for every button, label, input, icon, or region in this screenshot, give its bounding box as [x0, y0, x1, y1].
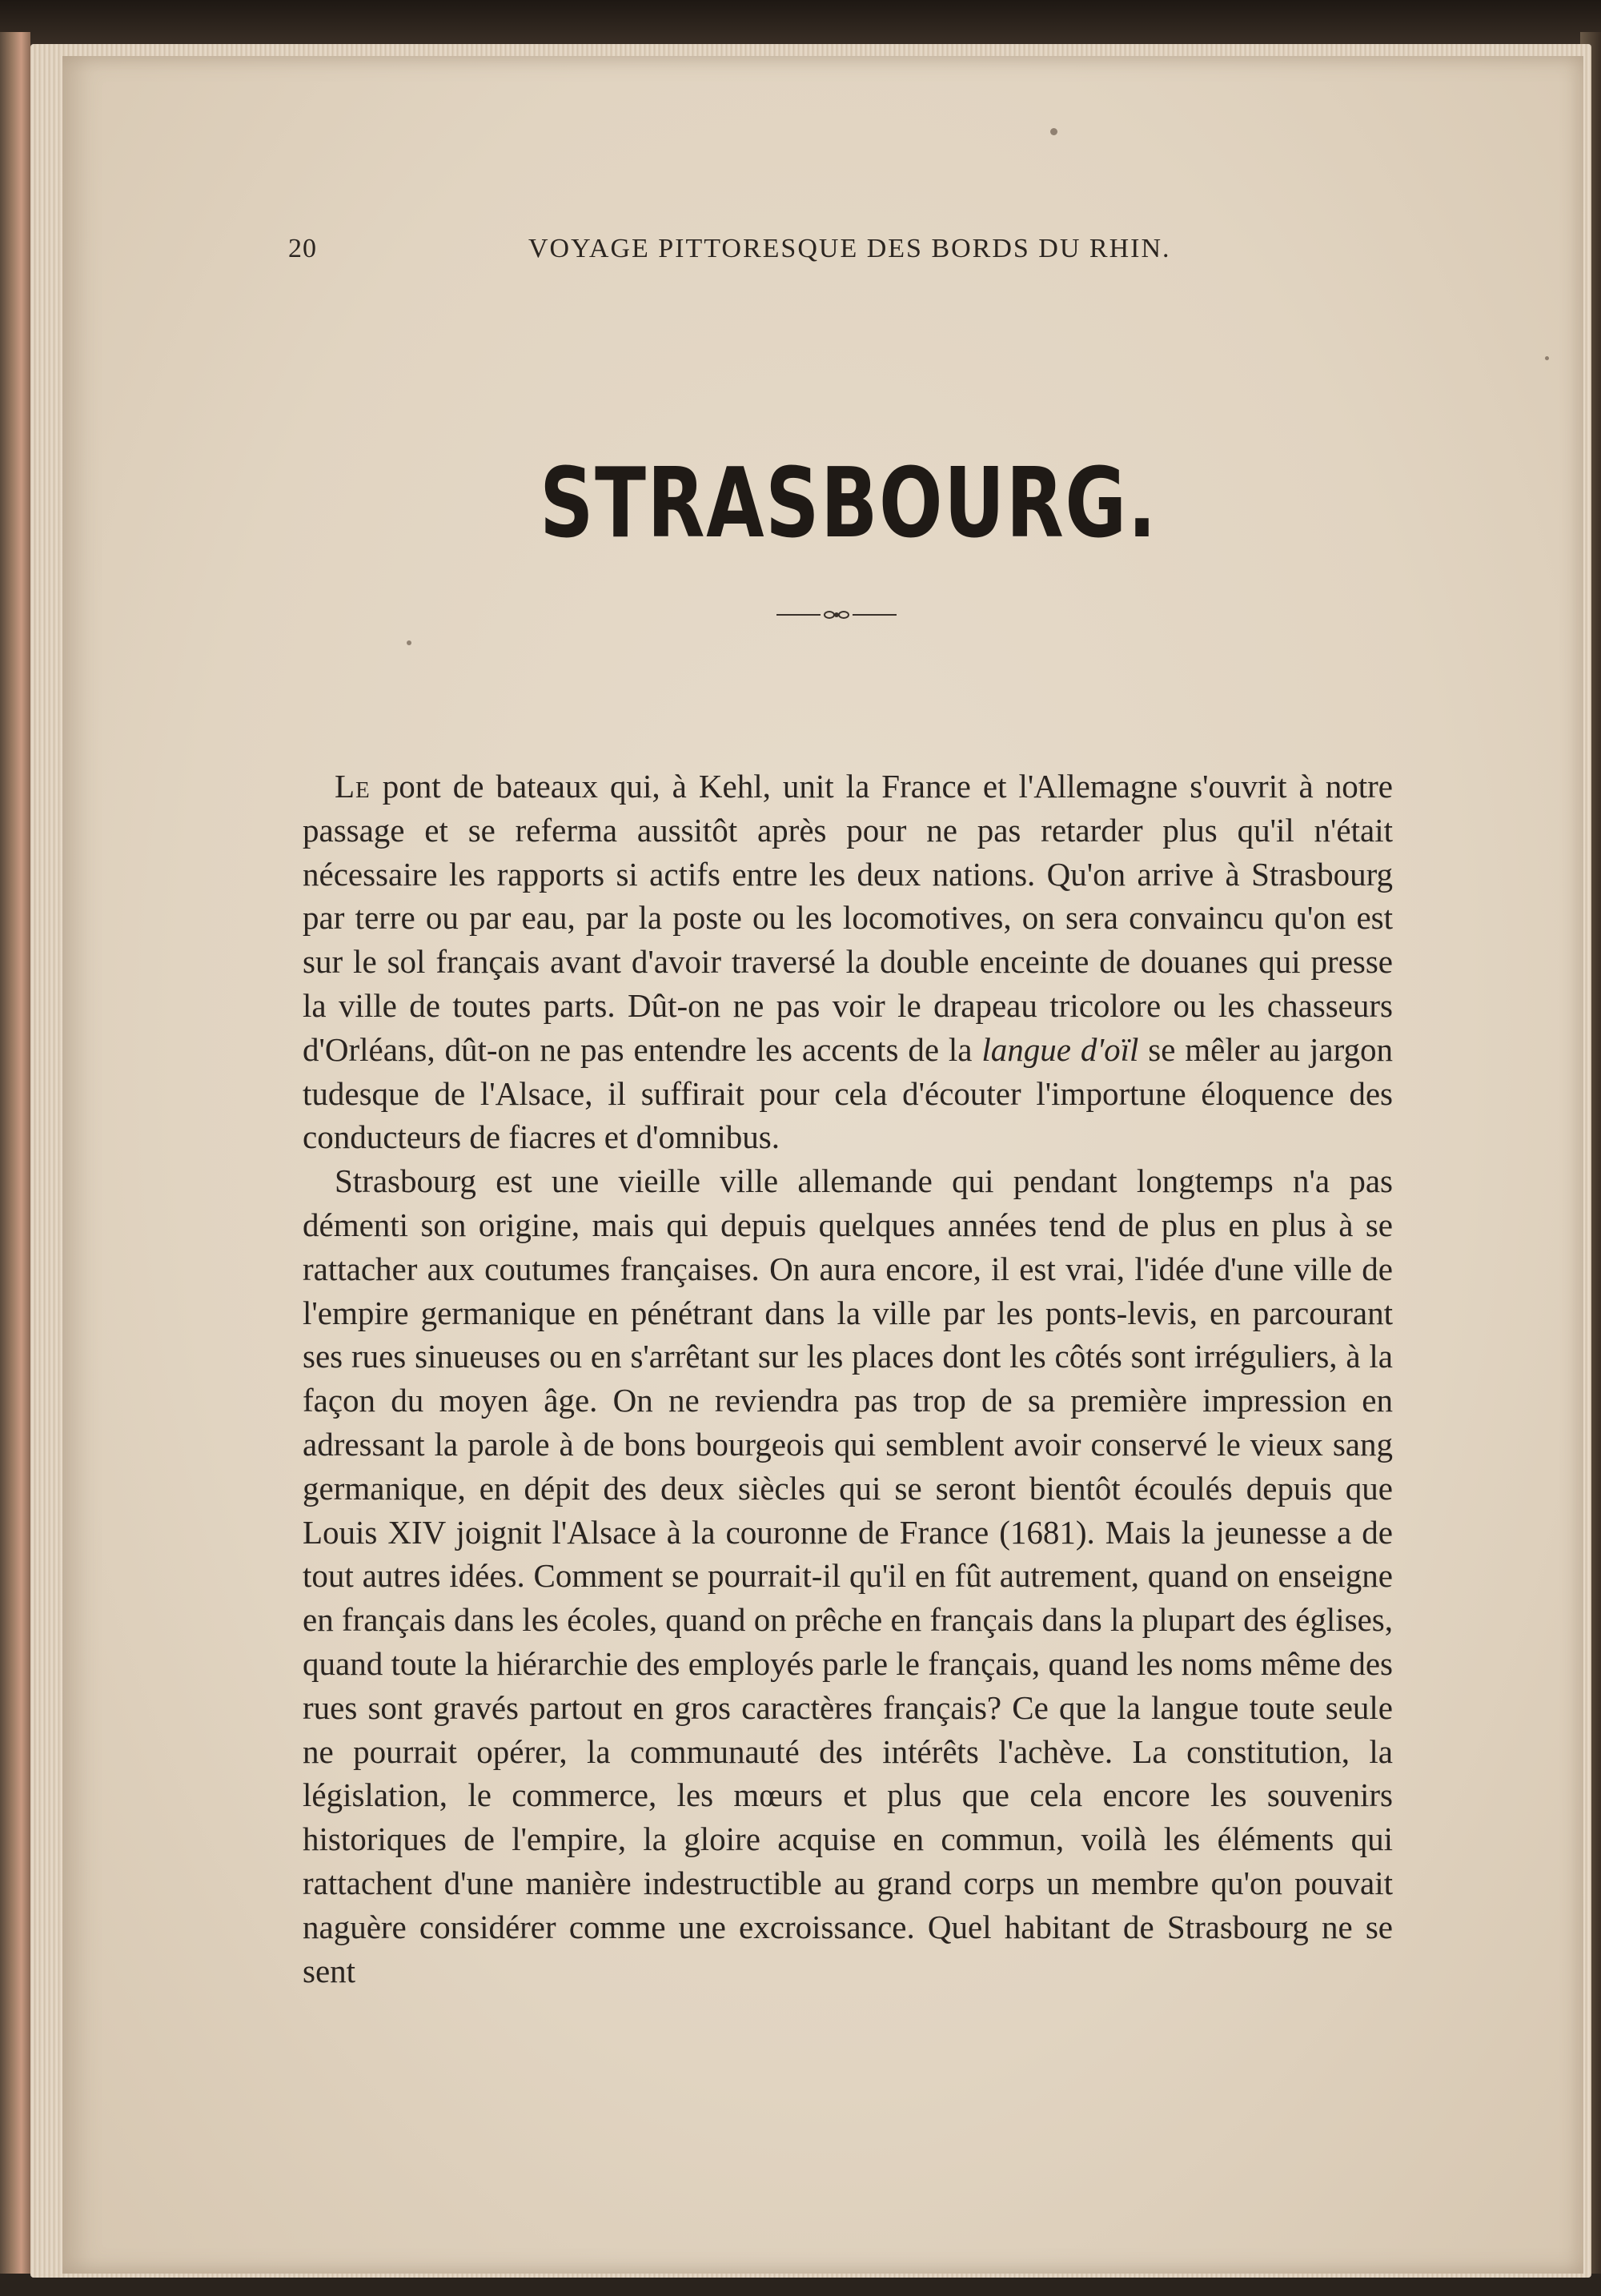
italic-phrase: langue d'oïl [981, 1030, 1139, 1068]
book-cover-top [0, 0, 1601, 48]
lead-word: Le [335, 768, 371, 805]
running-head [288, 234, 1393, 274]
paragraph: Strasbourg est une vieille ville allemande qui pendant longtemps n'a pas démenti son origine, mais qui depuis quelques années tend de plus en plus à se rattacher aux coutumes françaises. On aura encore, il est vrai, l'idée d'une ville de l'empire germanique en pénétrant dans la ville par les ponts-levis, en parcourant ses rues sinueuses ou en s'arrêtant sur les places dont les côtés sont irréguliers, à la façon du moyen âge. On ne reviendra pas trop de sa première impression en adressant la parole à de bons bourgeois qui semblent avoir conservé le vieux sang germanique, en dépit des deux siècles qui se seront bientôt écoulés depuis que Louis XIV joignit l'Alsace à la couronne de France (1681). Mais la jeunesse a de tout autres idées. Comment se pourrait-il qu'il en fût autrement, quand on enseigne en français dans les écoles, quand on prêche en français dans la plupart des églises, quand toute la hiérarchie des employés parle le français, quand les noms même des rues sont gravés partout en gros caractères français? Ce que la langue toute seule ne pourrait opérer, la communauté des intérêts l'achève. La constitution, la législation, le commerce, les mœurs et plus que cela encore les souvenirs historiques de l'empire, la gloire acquise en commun, voilà les éléments qui rattachent d'une manière indestructible au grand corps un membre qu'on pouvait naguère considérer comme une excroissance. Quel habitant de Strasbourg ne se sent [303, 1162, 1393, 1989]
paragraph-text: se mêler au jargon tudesque de l'Alsace, il suffirait pour cela d'écouter l'importune éloquence des conducteurs de fiacres et d'omnibus. [303, 1030, 1393, 1156]
page-number: 20 [288, 234, 317, 263]
ornament-divider-icon [776, 607, 897, 623]
chapter-title: STRASBOURG. [540, 448, 1158, 560]
body-text [303, 765, 1393, 1993]
book-cover-left-edge [0, 32, 30, 2274]
paragraph-text: pont de bateaux qui, à Kehl, unit la France et l'Allemagne s'ouvrit à notre passage et se referma aussitôt après pour ne pas retarder plus qu'il n'était nécessaire les rapports si actifs entre les deux nations. Qu'on arrive à Strasbourg par terre ou par eau, par la poste ou les locomotives, on sera convaincu qu'on est sur le sol français avant d'avoir traversé la double enceinte de douanes qui presse la ville de toutes parts. Dût-on ne pas voir le drapeau tricolore ou les chasseurs d'Orléans, dût-on ne pas entendre les accents de la [303, 768, 1393, 1068]
paragraph [303, 765, 1393, 1159]
running-title: VOYAGE PITTORESQUE DES BORDS DU RHIN. [528, 234, 1171, 263]
